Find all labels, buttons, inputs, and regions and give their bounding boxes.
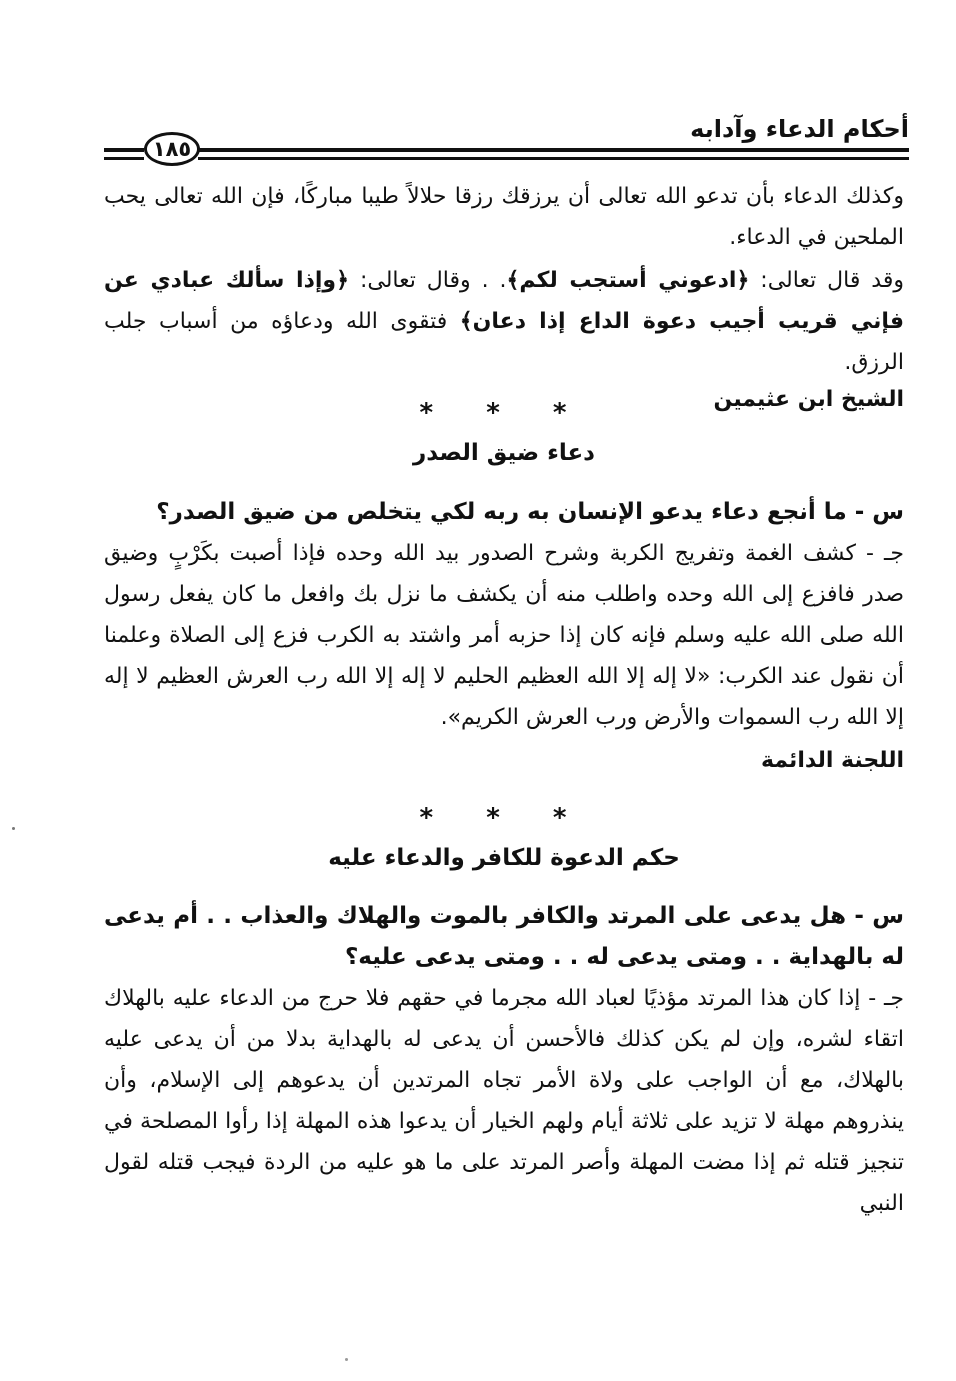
section-kafir	[104, 896, 904, 1224]
book-title: أحكام الدعاء وآدابه	[690, 115, 909, 143]
section-rizq	[104, 176, 904, 417]
paragraph-quran-verses	[104, 260, 904, 383]
question-chest: س - ما أنجع دعاء يدعو الإنسان به ربه لكي يتخلص من ضيق الصدر؟	[156, 499, 904, 525]
header-rule-left-bottom	[104, 157, 144, 160]
separator-stars: * * *	[419, 803, 589, 833]
author-permanent-committee: اللجنة الدائمة	[760, 748, 904, 773]
author-ibn-uthaymeen: الشيخ ابن عثيمين	[713, 387, 904, 412]
header-rule-left-top	[104, 148, 144, 152]
answer-kafir: جـ - إذا كان هذا المرتد مؤذيًا لعباد الله مجرما في حقهم فلا حرج من الدعاء عليه بالهلاك اتقاء لشره، وإن لم يكن كذلك فالأحسن أن يدعى له بالهداية بدلا من أن يدعى عليه بالهلاك، مع أن الواجب على ولاة الأمر تجاه المرتدين أن يدعوهم إلى الإسلام، وأن ينذروهم مهلة لا تزيد على ثلاثة أيام ولهم الخيار أن يدعوا هذه المهلة إذا رأوا المصلحة في تنجيز قتله ثم إذا مضت المهلة وأصر المرتد على ما هو عليه من الردة فيجب قتله لقول النبي	[104, 986, 904, 1216]
verse-intro: وقد قال تعالى:	[749, 268, 904, 293]
scan-speck	[12, 827, 15, 830]
header-rule-top	[198, 148, 909, 152]
verse-conclusion: فتقوى الله ودعاؤه من أسباب جلب الرزق.	[104, 309, 904, 375]
verse-1: ﴿ادعوني أستجب لكم﴾	[506, 268, 750, 293]
section-chest	[104, 492, 904, 778]
scan-speck	[345, 1358, 348, 1361]
paragraph-rizq: وكذلك الدعاء بأن تدعو الله تعالى أن يرزقك رزقا حلالاً طيبا مباركًا، فإن الله تعالى يحب الملحين في الدعاء.	[104, 184, 904, 250]
answer-chest: جـ - كشف الغمة وتفريج الكربة وشرح الصدور بيد الله وحده فإذا أصبت بكَرْبٍ وضيق صدر فافزع إلى الله وحده واطلب منه أن يكشف ما نزل بك وافعل ما كان يفعل رسول الله صلى الله عليه وسلم فإنه كان إذا حزبه أمر واشتد به الكرب فزع إلى الصلاة وعلمنا أن نقول عند الكرب: «لا إله إلا الله العظيم الحليم لا إله إلا الله رب العرش العظيم لا إله إلا الله رب السموات والأرض ورب العرش الكريم».	[104, 541, 904, 730]
separator-stars: * * *	[419, 398, 589, 428]
question-kafir: س - هل يدعى على المرتد والكافر بالموت والهلاك والعذاب . . أم يدعى له بالهداية . . ومتى يدعى له . . ومتى يدعى عليه؟	[104, 903, 904, 970]
verse-2: ﴿وإذا سألك عبادي عن فإني قريب أجيب دعوة الداع إذا دعان﴾	[104, 268, 904, 334]
section-title-chest: دعاء ضيق الصدر	[413, 440, 595, 466]
section-title-kafir: حكم الدعوة للكافر والدعاء عليه	[328, 845, 680, 871]
page-header	[104, 115, 909, 171]
page-number: ١٨٥	[144, 132, 200, 166]
verse-connector: . . وقال تعالى:	[349, 268, 507, 293]
header-rule-bottom	[198, 157, 909, 160]
